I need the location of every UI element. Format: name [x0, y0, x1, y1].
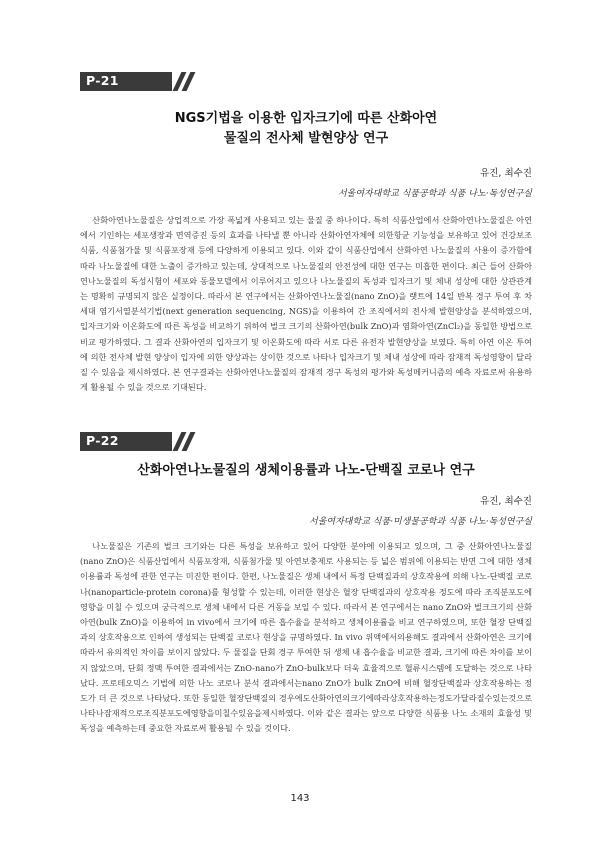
abstract-affiliation: 서울여자대학교 식품·미생물공학과 식품 나노·독성연구실 — [309, 517, 532, 527]
abstract-title — [80, 109, 532, 149]
abstract-title — [80, 461, 532, 481]
abstract-tag-label: P-21 — [86, 73, 119, 88]
abstract-tag-label: P-22 — [86, 433, 119, 448]
abstract-title-line: 산화아연나노물질의 생체이용률과 나노-단백질 코로나 연구 — [137, 463, 475, 478]
abstract-p22 — [80, 432, 532, 737]
abstract-body: 산화아연나노물질은 상업적으로 가장 폭넓게 사용되고 있는 물질 중 하나이다. 특히 식품산업에서 산화아연나노물질은 아연에서 기인하는 세포생장과 면역증진 등의 효과를 나타낼 뿐 아니라 산화아연자체에 의한항균 기능성을 보유하고 있어 건강보조식품, 식품첨가물 및 식품포장재 등에 다양하게 이용되고 있다. 이와 같이 식품산업에서 산화아연 나노물질의 사용이 증가함에 따라 나노물질에 대한 노출이 증가하고 있는데, 상대적으로 나노물질의 안전성에 대한 연구는 미흡한 편이다. 최근 들어 산화아연나노물질의 독성시험이 세포와 동물모델에서 이루어지고 있으나 나노물질의 독성과 입자크기 및 체내 성상에 대한 상관관계는 명확히 규명되지 않은 실정이다. 따라서 본 연구에서는 산화아연나노물질(nano ZnO)을 랫트에 14일 반복 경구 투여 후 차세대 염기서열분석기법(next generation sequencing, NGS)을 이용하여 간 조직에서의 전사체 발현양상을 분석하였으며, 입자크기와 이온화도에 따른 독성을 비교하기 위하여 벌크 크기의 산화아연(bulk ZnO)과 염화아연(ZnCl₂)을 동일한 방법으로 비교 평가하였다. 그 결과 산화아연의 입자크기 및 이온화도에 따라 서로 다른 유전자 발현양상을 보였다. 특히 아연 이온 투여에 의한 전사체 발현 양상이 입자에 의한 양상과는 상이한 것으로 나타나 입자크기 및 체내 성상에 따라 잠재적 독성영향이 달라질 수 있음을 제시하였다. 본 연구결과는 산화아연나노물질의 잠재적 경구 독성의 평가와 독성메커니즘의 예측 자료로써 유용하게 활용될 수 있을 것으로 기대된다. — [80, 215, 532, 393]
abstract-title-line: NGS기법을 이용한 입자크기에 따른 산화아연 — [174, 111, 438, 126]
abstract-p21 — [80, 72, 532, 395]
abstract-authors: 유진, 최수진 — [480, 496, 532, 507]
abstract-tag — [80, 432, 200, 451]
abstract-title-line: 물질의 전사체 발현양상 연구 — [223, 131, 389, 146]
abstract-affiliation: 서울여자대학교 식품공학과 식품 나노·독성연구실 — [337, 189, 532, 199]
abstract-tag — [80, 72, 200, 91]
page-number: 143 — [290, 793, 310, 804]
abstract-authors: 유진, 최수진 — [480, 168, 532, 179]
abstract-body: 나노물질은 기존의 벌크 크기와는 다른 특성을 보유하고 있어 다양한 분야에 이용되고 있으며, 그 중 산화아연나노물질(nano ZnO)은 식품산업에서 식품포장재, 식품첨가물 및 아연보충제로 사용되는 등 넓은 범위에 이용되는 반면 그에 대한 생체이용률과 독성에 관한 연구는 미진한 편이다. 한편, 나노물질은 생체 내에서 특정 단백질과의 상호작용에 의해 나노-단백질 코로나(nanoparticle-protein corona)를 형성할 수 있는데, 이러한 현상은 혈장 단백질과의 상호작용 정도에 따라 조직분포도에 영향을 미칠 수 있으며 궁극적으로 생체 내에서 다른 거동을 보일 수 있다. 따라서 본 연구에서는 nano ZnO와 벌크크기의 산화아연(bulk ZnO)을 이용하여 in vivo에서 크기에 따른 흡수율을 분석하고 생체이용률을 비교 연구하였으며, 또한 혈장 단백질과의 상호작용으로 인하여 생성되는 단백질 코로나 현상을 규명하였다. In vivo 위액에서의용해도 결과에서 산화아연은 크기에 따라서 유의적인 차이를 보이지 않았다. 두 물질을 단회 경구 투여한 뒤 생체 내 흡수율을 비교한 결과, 크기에 따른 차이를 보이지 않았으며, 단회 정맥 투여한 결과에서는 ZnO-nano가 ZnO-bulk보다 더욱 효율적으로 혈류시스템에 도달하는 것으로 나타났다. 프로테오믹스 기법에 의한 나노 코로나 분석 결과에서는nano ZnO가 bulk ZnO에 비해 혈장단백질과 상호작용하는 정도가 더 큰 것으로 나타났다. 또한 동일한 혈장단백질의 경우에도산화아연의크기에따라상호작용하는정도가달라질수있는것으로나타나잠재적으로조직분포도에영향을미칠수있음을제시하였다. 이와 같은 결과는 앞으로 다양한 식품용 나노 소재의 효율성 및 독성을 예측하는데 중요한 자료로써 활용될 수 있을 것이다. — [80, 541, 532, 734]
